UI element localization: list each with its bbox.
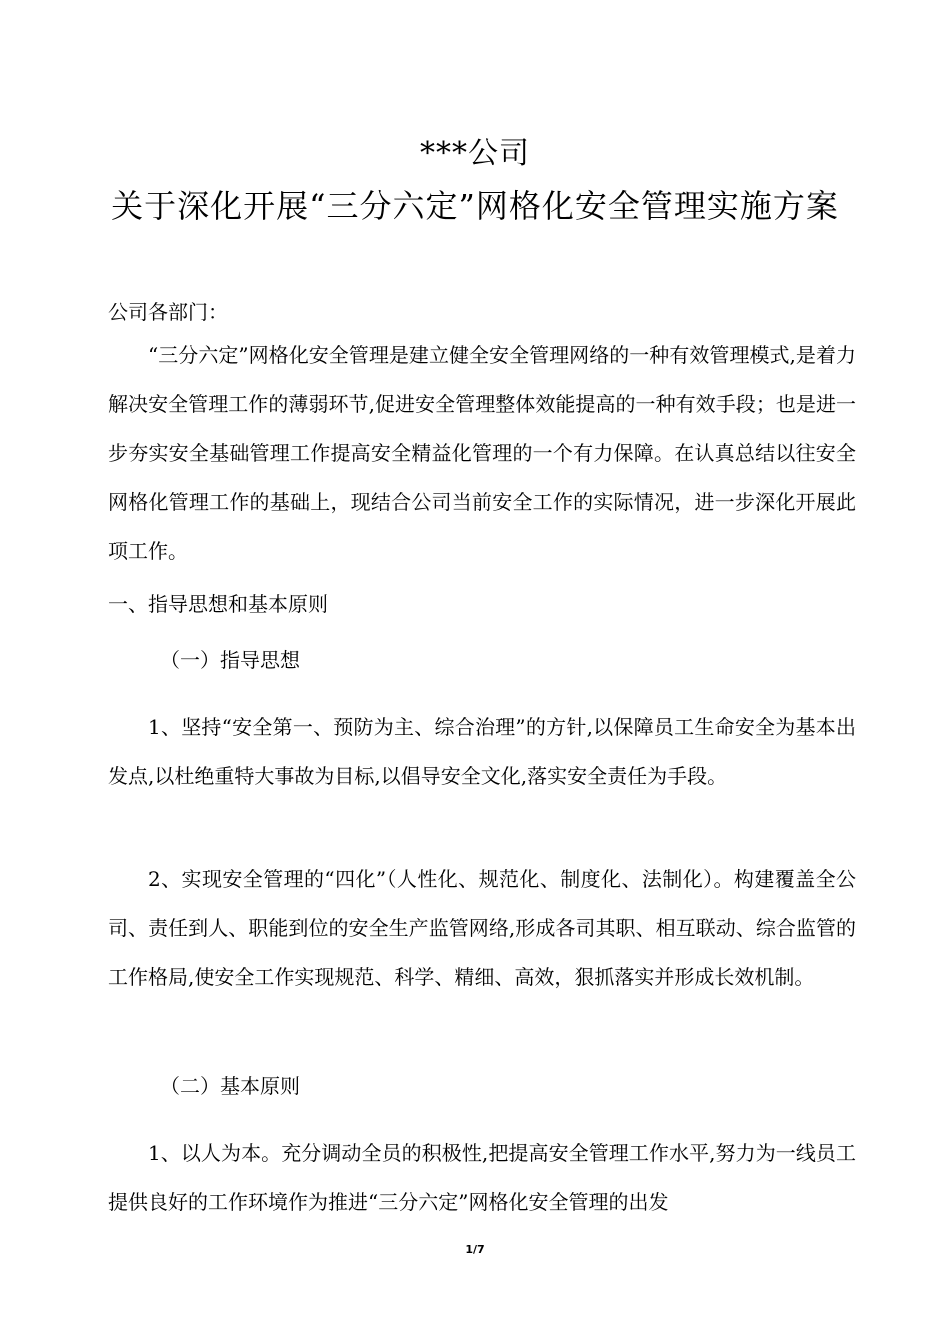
page-number: 1/7 [465, 1243, 485, 1256]
salutation: 公司各部门： [108, 300, 228, 324]
paragraph-guiding-2: 2、实现安全管理的“四化”（人性化、规范化、制度化、法制化）。构建覆盖全公司、责任到人、职能到位的安全生产监管网络,形成各司其职、相互联动、综合监管的工作格局,使安全工作实现规范、科学、精细、高效，狠抓落实并形成长效机制。 [108, 867, 856, 989]
company-title: ***公司 [420, 136, 530, 171]
paragraph-guiding-1: 1、坚持“安全第一、预防为主、综合治理”的方针,以保障员工生命安全为基本出发点,以杜绝重特大事故为目标,以倡导安全文化,落实安全责任为手段。 [108, 715, 856, 788]
paragraph-principle-1: 1、以人为本。充分调动全员的积极性,把提高安全管理工作水平,努力为一线员工提供良好的工作环境作为推进“三分六定”网格化安全管理的出发 [108, 1141, 856, 1214]
intro-paragraph: “三分六定”网格化安全管理是建立健全安全管理网络的一种有效管理模式,是着力解决安全管理工作的薄弱环节,促进安全管理整体效能提高的一种有效手段；也是进一步夯实安全基础管理工作提高安全精益化管理的一个有力保障。在认真总结以往安全网格化管理工作的基础上，现结合公司当前安全工作的实际情况，进一步深化开展此项工作。 [108, 343, 856, 563]
subsection-heading-guiding-ideology: （一）指导思想 [160, 648, 300, 672]
subsection-heading-basic-principles: （二）基本原则 [160, 1074, 300, 1098]
document-title: 关于深化开展“三分六定”网格化安全管理实施方案 [111, 187, 839, 225]
section-heading-1: 一、指导思想和基本原则 [108, 592, 328, 616]
